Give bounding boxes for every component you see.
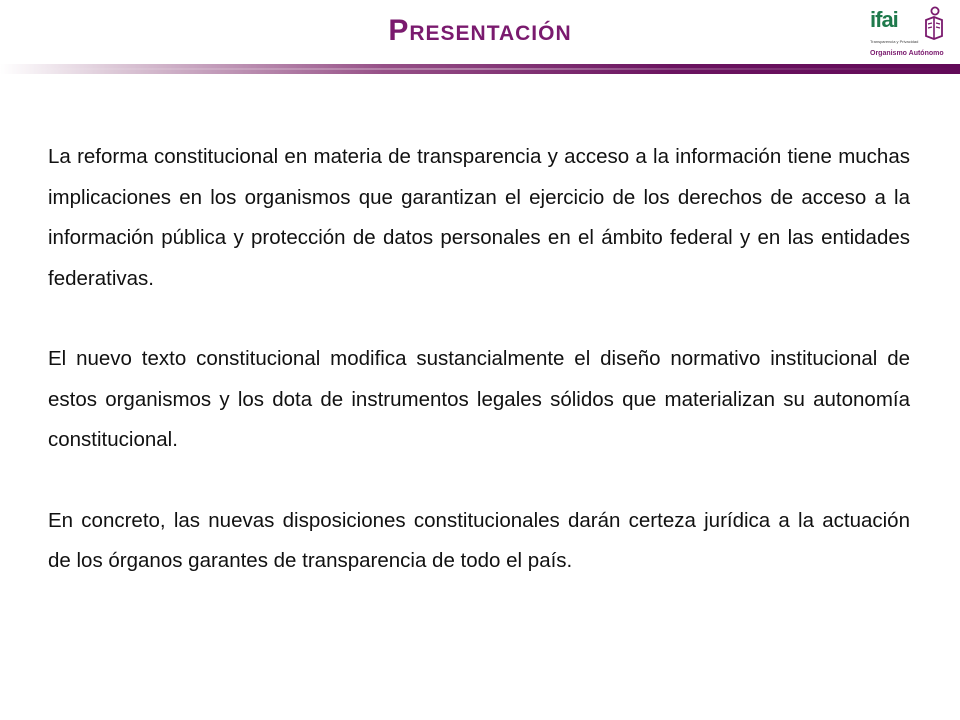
paragraph-3: En concreto, las nuevas disposiciones constitucionales darán certeza jurídica a la actuación de los órganos garantes de transparencia de todo el país. <box>48 508 910 572</box>
ifai-emblem-icon <box>920 6 946 42</box>
paragraph-2: El nuevo texto constitucional modifica sustancialmente el diseño normativo institucional de estos organismos y los dota de instrumentos legales sólidos que materializan su autonomía constitucional. <box>48 347 910 451</box>
slide-title: Presentación <box>388 14 572 47</box>
logo-tagline: Organismo Autónomo <box>870 50 944 57</box>
logo-wordmark: ifai <box>870 7 898 32</box>
ifai-logo <box>868 6 948 62</box>
logo-subtitle: Transparencia y Privacidad <box>870 39 919 44</box>
paragraph-1: La reforma constitucional en materia de transparencia y acceso a la información tiene muchas implicaciones en los organismos que garantizan el ejercicio de los derechos de acceso a la información pública y protección de datos personales en el ámbito federal y en las entidades federativas. <box>48 145 910 290</box>
body-text <box>48 137 910 622</box>
title-underline-highlight <box>0 68 960 70</box>
